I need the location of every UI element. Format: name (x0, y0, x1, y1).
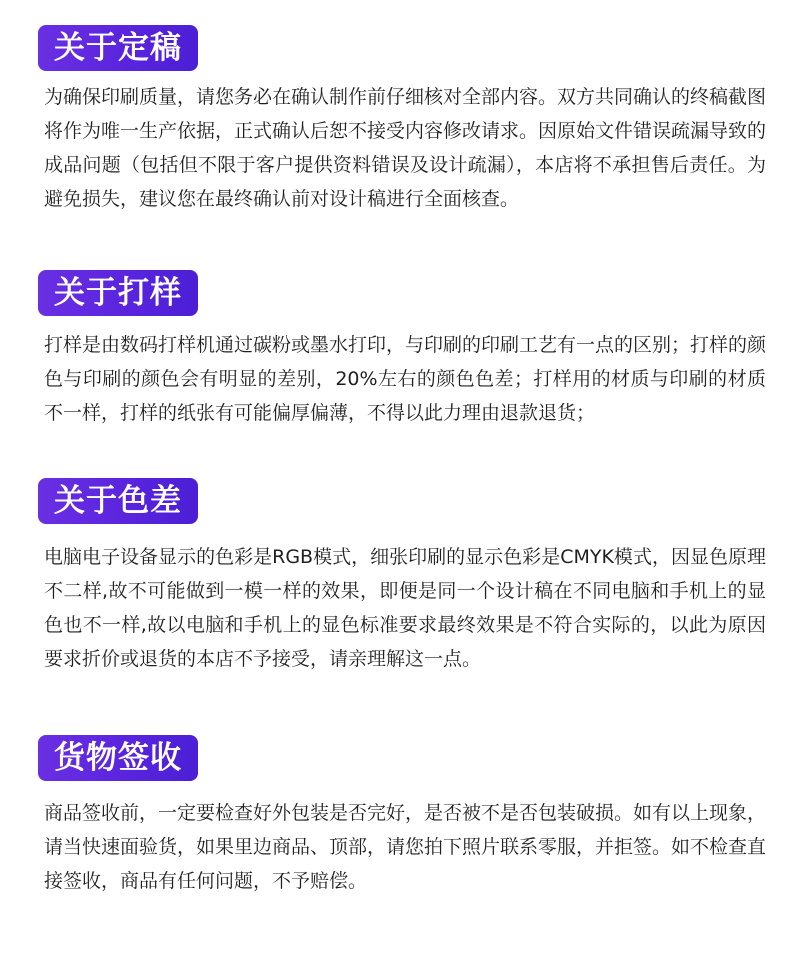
section-body-text: 商品签收前，一定要检查好外包装是否完好，是否被不是否包装破损。如有以上现象，请当快速面验货，如果里边商品、顶部，请您拍下照片联系零服，并拒签。如不检查直接签收，商品有任何问题，不予赔偿。 (44, 802, 767, 892)
section-body-text: 为确保印刷质量，请您务必在确认制作前仔细核对全部内容。双方共同确认的终稿截图将作为唯一生产依据，正式确认后恕不接受内容修改请求。因原始文件错误疏漏导致的成品问题（包括但不限于客户提供资料错误及设计疏漏），本店将不承担售后责任。为避免损失，建议您在最终确认前对设计稿进行全面核查。 (44, 86, 767, 210)
section-heading: 关于打样 (38, 270, 198, 316)
section-heading: 货物签收 (38, 735, 198, 781)
section-body-text: 电脑电子设备显示的色彩是RGB模式，细张印刷的显示色彩是CMYK模式，因显色原理不二样,故不可能做到一模一样的效果，即便是同一个设计稿在不同电脑和手机上的显色也不一样,故以电脑和手机上的显色标准要求最终效果是不符合实际的，以此为原因要求折价或退货的本店不予接受，请亲理解这一点。 (44, 546, 766, 670)
section-body-text: 打样是由数码打样机通过碳粉或墨水打印，与印刷的印刷工艺有一点的区别；打样的颜色与印刷的颜色会有明显的差别，20%左右的颜色色差；打样用的材质与印刷的材质不一样，打样的纸张有可能偏厚偏薄，不得以此力理由退款退货； (44, 334, 767, 424)
section-heading: 关于定稿 (38, 25, 198, 71)
section-heading: 关于色差 (38, 478, 198, 524)
